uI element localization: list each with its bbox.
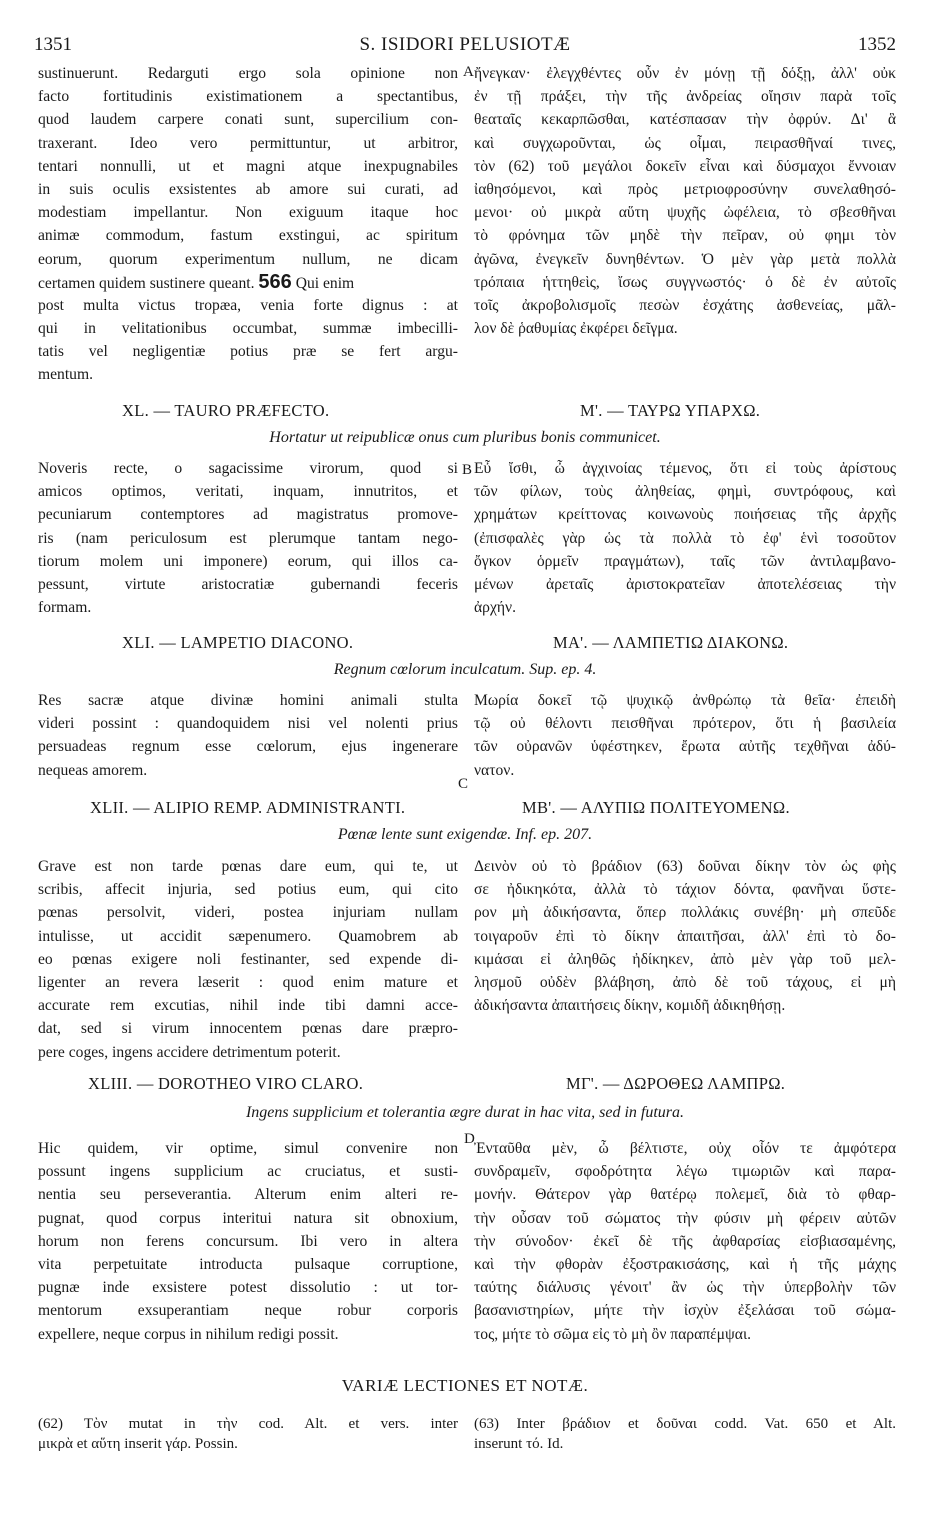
letter-41-title-greek: ΜΑ'. — ΛΑΜΠΕΤΙΩ ΔΙΑΚΟΝΩ. <box>553 633 789 652</box>
text-line: μενοι· οὐ μικρὰ αὕτη ψυχῆς ὠφέλεια, τὸ σβεσθῆναι <box>474 204 896 222</box>
letter-42-title-latin: XLII. — ALIPIO REMP. ADMINISTRANTI. <box>90 798 406 817</box>
letter-40-title-latin: XL. — TAURO PRÆFECTO. <box>122 401 330 420</box>
text-line: βασανιστηρίων, μήτε τὴν ἰσχὺν ἐξελάσαι τοῦ σώμα- <box>474 1302 896 1320</box>
text-line: μένων ἀρεταῖς ἀριστοκρατεῖαν ἀποτελέσειας τὴν <box>474 575 896 593</box>
letter-41-latin <box>38 689 458 782</box>
note-62 <box>38 1414 458 1454</box>
text-line: τὴν σύνοδον· ἐκεῖ δὲ τῆς ἀφθαρσίας εἰσβιασαμένης, <box>474 1232 896 1250</box>
letter-41-title-latin: XLI. — LAMPETIO DIACONO. <box>122 633 354 652</box>
text-line: νατον. <box>474 761 515 779</box>
text-line: τὸν (62) τοῦ μεγάλοι δοκεῖν εἶναι καὶ δύσμαχοι ἔννοιαν <box>474 157 896 175</box>
text-line: τὴν οὖσαν τοῦ σώματος τὴν φύσιν μὴ φέρειν αὐτῶν <box>474 1209 896 1227</box>
page-number-right: 1352 <box>858 34 896 55</box>
text-line: pecuniarum contemptores ad magistratus promove- <box>38 506 458 524</box>
text-line: καὶ τὴν φθορὰν ἐξοστρακισάσης, καὶ ἡ τῆς μάχης <box>474 1255 896 1273</box>
text-line: quod laudem carpere conati sunt, supercilium con- <box>38 111 458 129</box>
text-line: τῶν φίλων, τοὺς ἀληθείας, φημὶ, συντρόφους, καὶ <box>474 483 896 501</box>
text-line: ἀγῶνα, ἐνεγκεῖν δυνηθέντων. Ὁ μὲν γὰρ μετὰ πολλὰ <box>474 250 896 268</box>
text-line: tentari nonnulli, ut et magni atque inexpugnabiles <box>38 157 458 175</box>
text-line: pere coges, ingens accidere detrimentum poterit. <box>38 1043 341 1061</box>
note-line: (62) Τὸν mutat in τὴν cod. Alt. et vers. inter <box>38 1416 458 1432</box>
text-line: videri possint : quandoquidem nisi vel nolenti prius <box>38 715 458 733</box>
text-line: καὶ συγχωροῦνται, ὡς οἶμαι, πειρασθῆναί τινες, <box>474 134 896 152</box>
text-line: pugnæ inde exsistere potest dissolutio : ut tor- <box>38 1279 458 1297</box>
text-line: (ἐπισφαλὲς γὰρ ὡς τὰ πολλὰ τὸ ἐφ' ἑνὶ τοσοῦτον <box>474 529 896 547</box>
text-line: pessunt, virtute aristocratiæ gubernandi feceris <box>38 575 458 593</box>
text-line: ἀρχήν. <box>474 599 516 617</box>
text-line: Res sacræ atque divinæ homini animali stulta <box>38 692 458 709</box>
text-line: modestiam impellantur. Non exiguum itaque hoc <box>38 204 458 222</box>
running-header <box>34 34 896 60</box>
text-line: λησμοῦ οὐδὲν βλάβηση, ἀπὸ δὲ τοῦ τάχους, εἰ μὴ <box>474 973 896 991</box>
text-line: ἀδικήσαντα ἀπαιτήσεις δίκην, κομιδῆ ἀδικηθήσῃ. <box>474 997 786 1015</box>
text-line: σε ἠδικηκότα, ἀλλὰ τὸ τάχιον δόντα, φανῆναι ὕστε- <box>474 881 896 899</box>
text-line: Noveris recte, o sagacissime virorum, quod si <box>38 460 458 477</box>
text-line: τῷ οὐ θέλοντι πεισθῆναι πρότερον, ὅτι ἡ βασιλεία <box>474 715 896 733</box>
text-line: θεαταῖς κεκαρπῶσθαι, κατέσπασαν τὴν ὀφρύν. Δι' ἃ <box>474 111 896 129</box>
column-number: 566 <box>258 270 292 293</box>
text-line: amicos optimos, veritati, inquam, innutritos, et <box>38 483 458 501</box>
text-line: nequeas amorem. <box>38 761 148 779</box>
text-line: συνδραμεῖν, σφοδρότητα λέγω τιμωριῶν καὶ παρα- <box>474 1163 896 1181</box>
margin-marker-a: A <box>463 64 474 80</box>
text-line: qui in velitationibus occumbat, summæ imbecilli- <box>38 320 458 338</box>
letter-42-summary: Pœnæ lente sunt exigendæ. Inf. ep. 207. <box>337 826 593 843</box>
text-line: τρόπαια ἡττηθεὶς, ἴσως συγγνωστός· ὁ δὲ ἐν αὐτοῖς <box>474 273 896 291</box>
text-line: pœnas persolvit, videri, postea injuriam nullam <box>38 904 458 922</box>
text-line: ἐν τῇ πράξει, τὴν τῆς ἀνδρείας οἴησιν παρὰ τοῖς <box>474 88 896 106</box>
running-title: S. ISIDORI PELUSIOTÆ <box>359 34 571 55</box>
text-line: τοῖς ἀκροβολισμοῖς πεσὼν ἐσχάτης ἀσθενείας, μᾶλ- <box>474 296 896 314</box>
note-63 <box>474 1414 896 1454</box>
text-line: χρημάτων κρείττονας κοινωνοὺς ποιήσειας τῆς ἀρχῆς <box>474 506 896 524</box>
text-line: horum non ferens concursum. Ibi vero in altera <box>38 1232 458 1250</box>
text-line: sustinuerunt. Redarguti ergo sola opinione non <box>38 65 458 82</box>
letter-40-summary: Hortatur ut reipublicæ onus cum pluribus bonis communicet. <box>269 429 661 446</box>
text-line: Δεινὸν οὐ τὸ βράδιον (63) δοῦναι δίκην τὸν ὡς φὴς <box>474 858 896 875</box>
text-line: expellere, neque corpus in nihilum redigi possit. <box>38 1325 339 1343</box>
text-line: τοιγαροῦν ἐπὶ τὸ δίκην ἀπαιτῆσαι, ἀλλ' ἐπὶ τὸ δο- <box>474 927 896 945</box>
text-line: ligenter an revera læserit : quod enim mature et <box>38 973 458 991</box>
top-greek-text <box>474 62 896 340</box>
text-fragment: Qui enim <box>291 274 355 292</box>
letter-43-latin <box>38 1137 458 1346</box>
text-line: mentorum exsuperantiam neque robur corporis <box>38 1302 458 1320</box>
text-line: eorum, quorum experimentum nullum, ne dicam <box>38 250 458 268</box>
letter-40-title-greek: Μ'. — ΤΑΥΡΩ ΥΠΑΡΧΩ. <box>580 401 761 420</box>
text-line: formam. <box>38 599 92 617</box>
text-line: Μωρία δοκεῖ τῷ ψυχικῷ ἀνθρώπῳ τὰ θεῖα· ἐπειδὴ <box>474 692 896 709</box>
text-line: persuadeas regnum esse cœlorum, ejus ingenerare <box>38 738 458 756</box>
letter-43-greek <box>474 1137 896 1346</box>
note-line: (63) Inter βράδιον et δοῦναι codd. Vat. 650 et Alt. <box>474 1416 896 1432</box>
note-line: μικρὰ et αὕτη inserit γάρ. Possin. <box>38 1436 238 1452</box>
text-line: traxerant. Ideo vero permittuntur, ut arbitror, <box>38 134 458 152</box>
margin-marker-d: D <box>464 1131 475 1147</box>
text-line: vita perpetuitate introducta pulsaque corruptione, <box>38 1255 458 1273</box>
text-fragment: certamen quidem sustinere queant. <box>38 274 255 292</box>
text-line: Grave est non tarde pœnas dare eum, qui te, ut <box>38 858 458 875</box>
letter-43-title-greek: ΜΓ'. — ΔΩΡΟΘΕΩ ΛΑΜΠΡΩ. <box>566 1074 786 1093</box>
margin-marker-c: C <box>458 776 469 792</box>
letter-40-greek <box>474 457 896 619</box>
letter-42-title-greek: ΜΒ'. — ΑΛΥΠΙΩ ΠΟΛΙΤΕΥΟΜΕΝΩ. <box>522 798 790 817</box>
letter-42-latin <box>38 855 458 1064</box>
letter-43-title-latin: XLIII. — DOROTHEO VIRO CLARO. <box>88 1074 364 1093</box>
letter-40-latin <box>38 457 458 619</box>
letter-41-greek <box>474 689 896 782</box>
text-line: post multa victus tropæa, venia forte dignus : at <box>38 296 458 314</box>
text-line: Εὖ ἴσθι, ὦ ἀγχινοίας τέμενος, ὅτι εἰ τοὺς ἀρίστους <box>474 460 896 477</box>
text-line: ris (nam periculosum est plerumque tantam nego- <box>38 529 458 547</box>
text-line: Hic quidem, vir optime, simul convenire non <box>38 1140 458 1157</box>
text-line: in suis oculis exsistentes ab amore sui curati, ad <box>38 180 458 198</box>
text-line: ὄγκον ὁρμεῖν πραγμάτων), ταῖς τῶν ἀντιλαμβανο- <box>474 552 896 570</box>
text-line: λον δὲ ῥαθυμίας ἐκφέρει δεῖγμα. <box>474 320 678 338</box>
text-line: accurate rem excutias, nihil inde tibi damni acce- <box>38 997 458 1015</box>
top-latin-text <box>38 62 458 387</box>
text-line: ταύτης διάλυσις γένοιτ' ἂν ὡς τὴν ὑπερβολὴν τῶν <box>474 1279 896 1297</box>
text-line: animæ commodum, fastum exstingui, ac spiritum <box>38 227 458 245</box>
text-line: ἤνεγκαν· ἐλεγχθέντες οὖν ἐν μόνῃ τῇ δόξῃ, ἀλλ' οὐκ <box>474 65 896 82</box>
notes-title: VARIÆ LECTIONES ET NOTÆ. <box>341 1376 589 1395</box>
text-line: scribis, affecit injuria, sed potius eum, qui cito <box>38 881 458 899</box>
text-line: μονήν. Θάτερον γὰρ θατέρῳ πολεμεῖ, διὰ τὸ φθαρ- <box>474 1186 896 1204</box>
letter-41-summary: Regnum cœlorum inculcatum. Sup. ep. 4. <box>333 661 597 678</box>
text-line: possunt ingens supplicium ac cruciatus, et susti- <box>38 1163 458 1181</box>
margin-marker-b: B <box>462 462 473 478</box>
text-line: τος, μήτε τὸ σῶμα εἰς τὸ μὴ ὂν παραπέμψαι. <box>474 1325 752 1343</box>
text-line: Ἐνταῦθα μὲν, ὦ βέλτιστε, οὐχ οἷόν τε ἀμφότερα <box>474 1140 896 1157</box>
page-number-left: 1351 <box>34 34 72 55</box>
letter-43-summary: Ingens supplicium et tolerantia ægre durat in hac vita, sed in futura. <box>245 1104 685 1121</box>
letter-42-greek <box>474 855 896 1017</box>
text-line: τῶν οὐρανῶν ὑφέστηκεν, ἔρωτα αὐτῆς τεχθῆναι ἀδύ- <box>474 738 896 756</box>
text-line: τὸ φρόνημα τῶν μηδὲ τὴν πεῖραν, οὐ φημι τὸν <box>474 227 896 245</box>
text-line: nentia seu perseverantia. Alterum enim alteri re- <box>38 1186 458 1204</box>
text-line-with-column-number <box>38 271 458 294</box>
text-line: tatis vel negligentiæ potius præ se fert argu- <box>38 343 458 361</box>
text-line: ρον μὴ ἀδικήσαντα, ὅπερ πολλάκις συνέβη· μὴ σπεῦδε <box>474 904 896 922</box>
text-line: tiorum molem uni imponere) eorum, qui illos ca- <box>38 552 458 570</box>
text-line: mentum. <box>38 366 94 384</box>
text-line: dat, sed si virum innocentem pœnas dare præpro- <box>38 1020 458 1038</box>
text-line: eo pœnas exigere noli festinanter, sed expende di- <box>38 950 458 968</box>
text-line: ἰαθησόμενοι, καὶ πρὸς μετριοφροσύνην συνελαθησό- <box>474 180 896 198</box>
text-line: intulisse, ut accidit sæpenumero. Quamobrem ab <box>38 927 458 945</box>
text-line: facto fortitudinis existimationem a spectantibus, <box>38 88 458 106</box>
text-line: κιμάσαι εἰ ἀληθῶς ἠδίκηκεν, ἀπὸ μὲν γὰρ τοῦ μελ- <box>474 950 896 968</box>
text-line: pugnat, quod corpus interitui natura sit obnoxium, <box>38 1209 458 1227</box>
note-line: inserunt τό. Id. <box>474 1436 564 1452</box>
